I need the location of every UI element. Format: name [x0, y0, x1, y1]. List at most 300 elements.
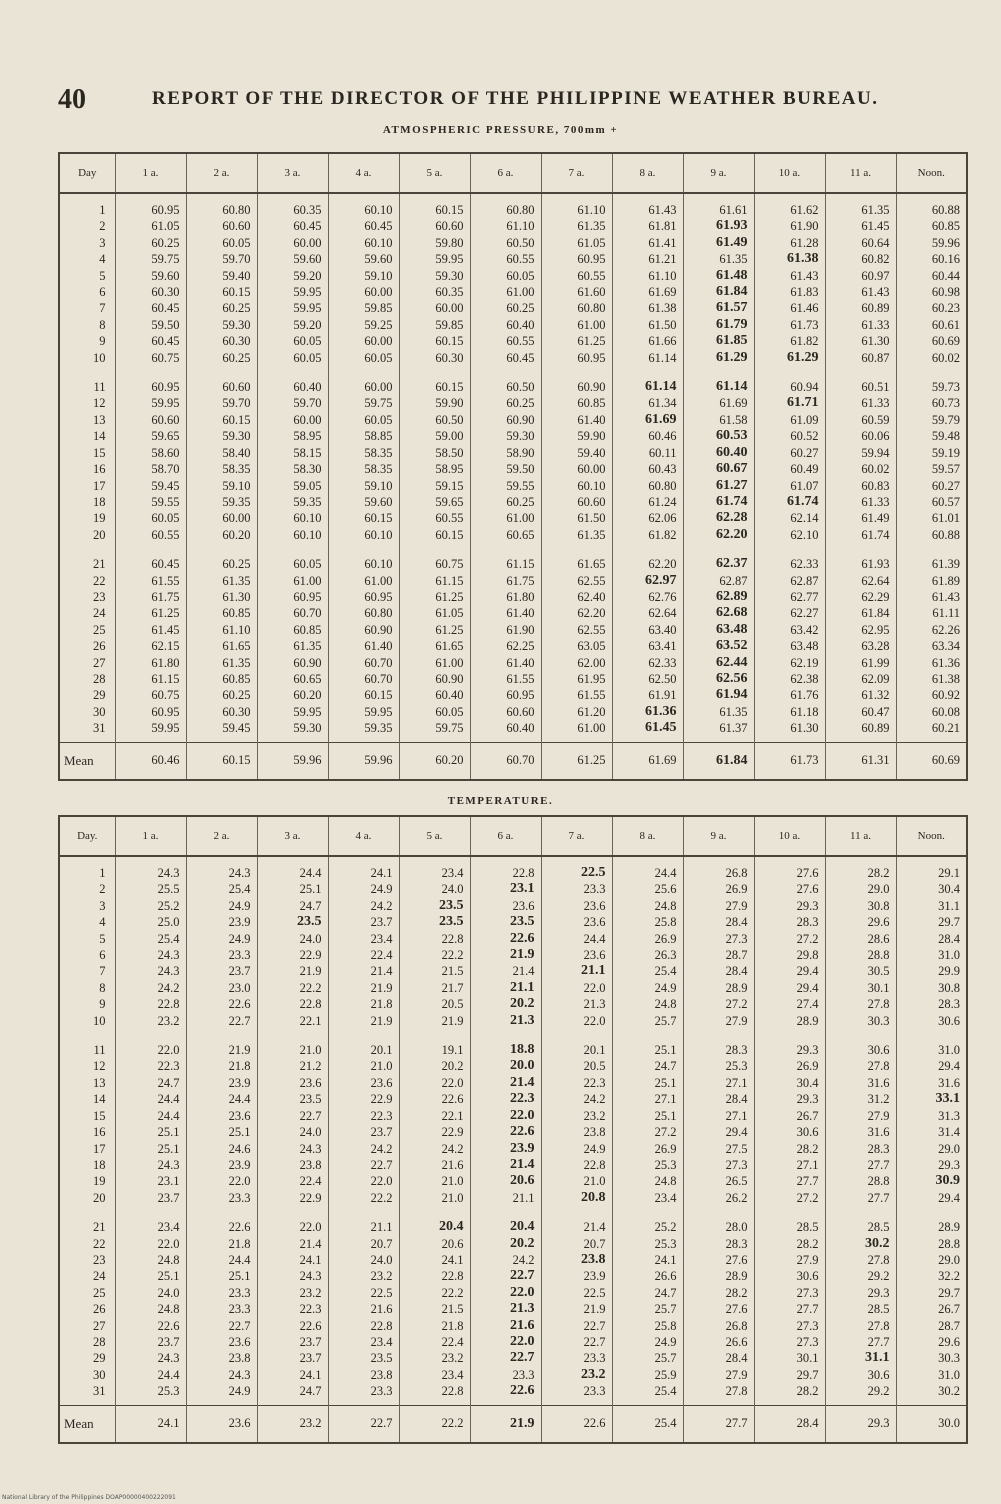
reading-value: 60.55 — [435, 511, 464, 526]
value-cell — [896, 856, 967, 1034]
reading-value: 22.0 — [157, 1043, 180, 1058]
reading-value: 60.60 — [222, 380, 251, 395]
reading-value: 26.8 — [725, 866, 748, 880]
reading-value: 60.60 — [435, 219, 464, 234]
reading-value: 59.75 — [435, 721, 464, 736]
reading-value: 60.30 — [151, 285, 180, 300]
reading-value: 21.8 — [228, 1236, 251, 1251]
value-cell — [186, 856, 257, 1034]
reading-value: 30.3 — [938, 1351, 960, 1366]
reading-value: 29.3 — [796, 1043, 819, 1058]
column-header: 4 a. — [328, 153, 399, 193]
reading-value: 26.8 — [725, 1318, 748, 1333]
value-cell — [115, 548, 186, 742]
reading-value: 29.2 — [867, 1384, 890, 1399]
reading-value: 25.2 — [654, 1220, 677, 1235]
reading-value: 59.80 — [435, 235, 464, 250]
day-number: 8 — [99, 980, 106, 995]
reading-value: 22.5 — [581, 865, 606, 880]
reading-value: 61.30 — [222, 589, 251, 604]
reading-value: 22.3 — [510, 1091, 535, 1107]
reading-value: 23.6 — [583, 898, 606, 913]
value-cell — [541, 1034, 612, 1211]
reading-value: 25.6 — [654, 882, 677, 897]
reading-value: 21.6 — [441, 1157, 464, 1172]
reading-value: 28.4 — [725, 1351, 748, 1366]
value-cell — [399, 1211, 470, 1405]
column-header: 2 a. — [186, 153, 257, 193]
reading-value: 22.8 — [157, 997, 180, 1012]
reading-value: 62.25 — [506, 639, 535, 654]
reading-value: 21.4 — [510, 1074, 535, 1090]
reading-value: 61.10 — [222, 622, 251, 637]
value-cell — [754, 856, 825, 1034]
reading-value: 60.52 — [790, 429, 819, 444]
reading-value: 63.52 — [716, 638, 748, 654]
value-cell — [257, 1211, 328, 1405]
reading-value: 27.3 — [725, 931, 748, 946]
reading-value: 21.8 — [370, 997, 393, 1012]
reading-value: 61.43 — [861, 285, 890, 300]
reading-value: 22.3 — [370, 1108, 393, 1123]
reading-value: 25.3 — [725, 1059, 748, 1074]
reading-value: 23.5 — [299, 1092, 322, 1107]
column-header: 10 a. — [754, 816, 825, 856]
reading-value: 60.75 — [151, 350, 180, 365]
reading-value: 25.1 — [654, 1075, 677, 1090]
reading-value: 25.7 — [654, 1302, 677, 1317]
reading-value: 58.35 — [364, 445, 393, 460]
reading-value: 61.66 — [648, 334, 677, 349]
reading-value: 60.82 — [861, 252, 890, 267]
reading-value: 22.2 — [441, 948, 464, 963]
reading-value: 60.80 — [506, 203, 535, 217]
reading-value: 61.71 — [787, 395, 819, 411]
reading-value: 22.2 — [299, 980, 322, 995]
reading-value: 22.6 — [299, 1318, 322, 1333]
reading-value: 61.43 — [931, 589, 960, 604]
reading-value: 60.50 — [435, 412, 464, 427]
value-cell — [186, 1034, 257, 1211]
reading-value: 25.3 — [654, 1157, 677, 1172]
reading-value: 23.7 — [370, 915, 393, 930]
reading-value: 60.80 — [648, 478, 677, 493]
reading-value: 22.1 — [299, 1013, 322, 1028]
reading-value: 60.75 — [435, 557, 464, 572]
value-cell — [683, 548, 754, 742]
reading-value: 29.4 — [938, 1059, 960, 1074]
reading-value: 20.6 — [441, 1236, 464, 1251]
value-cell — [612, 548, 683, 742]
reading-value: 22.0 — [370, 1174, 393, 1189]
mean-value-cell — [399, 742, 470, 780]
reading-value: 25.3 — [157, 1384, 180, 1399]
reading-value: 23.8 — [581, 1251, 606, 1267]
reading-value: 62.15 — [151, 639, 180, 654]
row-block — [59, 856, 967, 1034]
reading-value: 61.83 — [790, 285, 819, 300]
reading-value: 21.4 — [299, 1236, 322, 1251]
reading-value: 63.48 — [790, 639, 819, 654]
reading-value: 59.30 — [222, 317, 251, 332]
column-header: 8 a. — [612, 816, 683, 856]
column-header: 3 a. — [257, 816, 328, 856]
mean-value: 21.9 — [510, 1415, 535, 1431]
reading-value: 22.6 — [228, 997, 251, 1012]
reading-value: 28.2 — [796, 1141, 819, 1156]
reading-value: 63.48 — [716, 621, 748, 637]
mean-value-cell — [328, 1405, 399, 1443]
reading-value: 61.74 — [861, 527, 890, 542]
reading-value: 23.3 — [228, 1285, 251, 1300]
reading-value: 62.20 — [577, 606, 606, 621]
value-cell — [470, 1211, 541, 1405]
reading-value: 29.4 — [725, 1125, 748, 1140]
day-number: 8 — [99, 317, 106, 332]
reading-value: 20.4 — [510, 1219, 535, 1235]
reading-value: 61.40 — [577, 412, 606, 427]
reading-value: 60.23 — [931, 301, 960, 316]
reading-value: 62.33 — [790, 557, 819, 572]
reading-value: 23.8 — [228, 1351, 251, 1366]
reading-value: 29.6 — [867, 915, 890, 930]
reading-value: 24.9 — [583, 1141, 606, 1156]
reading-value: 61.15 — [151, 671, 180, 686]
mean-value-cell — [257, 1405, 328, 1443]
reading-value: 61.57 — [716, 300, 748, 316]
reading-value: 23.4 — [441, 866, 464, 880]
reading-value: 59.75 — [364, 396, 393, 411]
mean-value: 28.4 — [796, 1416, 819, 1431]
reading-value: 27.2 — [725, 997, 748, 1012]
reading-value: 61.58 — [719, 412, 748, 427]
reading-value: 31.1 — [865, 1350, 890, 1366]
reading-value: 61.45 — [645, 720, 677, 736]
value-cell — [186, 193, 257, 371]
reading-value: 59.60 — [364, 252, 393, 267]
reading-value: 22.7 — [583, 1318, 606, 1333]
value-cell — [541, 856, 612, 1034]
reading-value: 61.50 — [577, 511, 606, 526]
reading-value: 61.25 — [151, 606, 180, 621]
reading-value: 28.2 — [867, 866, 890, 880]
reading-value: 23.7 — [157, 1334, 180, 1349]
reading-value: 61.84 — [861, 606, 890, 621]
reading-value: 23.9 — [228, 1157, 251, 1172]
reading-value: 62.56 — [716, 670, 748, 686]
reading-value: 61.33 — [861, 396, 890, 411]
reading-value: 61.24 — [648, 494, 677, 509]
reading-value: 62.27 — [790, 606, 819, 621]
reading-value: 61.15 — [506, 557, 535, 572]
reading-value: 60.55 — [577, 268, 606, 283]
value-cell — [115, 856, 186, 1034]
reading-value: 60.10 — [577, 478, 606, 493]
reading-value: 60.30 — [222, 704, 251, 719]
day-number: 24 — [93, 606, 106, 621]
reading-value: 30.2 — [865, 1235, 890, 1251]
reading-value: 24.7 — [299, 898, 322, 913]
reading-value: 61.33 — [861, 317, 890, 332]
reading-value: 61.81 — [648, 219, 677, 234]
reading-value: 29.0 — [938, 1141, 960, 1156]
day-number: 24 — [93, 1269, 106, 1284]
reading-value: 23.3 — [583, 1384, 606, 1399]
reading-value: 61.25 — [577, 334, 606, 349]
reading-value: 62.76 — [648, 589, 677, 604]
reading-value: 24.3 — [157, 866, 180, 880]
reading-value: 61.10 — [577, 203, 606, 217]
reading-value: 24.2 — [583, 1092, 606, 1107]
reading-value: 24.7 — [654, 1285, 677, 1300]
reading-value: 27.3 — [796, 1334, 819, 1349]
column-header: 7 a. — [541, 816, 612, 856]
reading-value: 24.9 — [228, 898, 251, 913]
reading-value: 20.2 — [510, 1235, 535, 1251]
day-cell — [59, 371, 115, 548]
mean-value-cell — [896, 1405, 967, 1443]
reading-value: 59.20 — [293, 268, 322, 283]
reading-value: 20.2 — [510, 996, 535, 1012]
reading-value: 59.45 — [151, 478, 180, 493]
reading-value: 22.3 — [583, 1075, 606, 1090]
reading-value: 61.20 — [577, 704, 606, 719]
value-cell — [328, 1211, 399, 1405]
mean-label: Mean — [59, 742, 115, 780]
reading-value: 59.10 — [222, 478, 251, 493]
reading-value: 24.3 — [157, 1351, 180, 1366]
reading-value: 60.67 — [716, 461, 748, 477]
reading-value: 24.8 — [157, 1252, 180, 1267]
reading-value: 28.5 — [796, 1220, 819, 1235]
reading-value: 28.3 — [725, 1043, 748, 1058]
reading-value: 61.36 — [931, 655, 960, 670]
day-number: 29 — [93, 688, 106, 703]
row-block — [59, 193, 967, 371]
reading-value: 25.4 — [157, 931, 180, 946]
reading-value: 27.8 — [867, 997, 890, 1012]
header-row — [59, 816, 967, 856]
mean-value: 27.7 — [725, 1416, 748, 1431]
reading-value: 60.95 — [506, 688, 535, 703]
reading-value: 60.50 — [506, 380, 535, 395]
reading-value: 24.3 — [299, 1269, 322, 1284]
reading-value: 61.75 — [151, 589, 180, 604]
reading-value: 60.00 — [364, 285, 393, 300]
reading-value: 59.30 — [222, 429, 251, 444]
mean-value-cell — [541, 1405, 612, 1443]
reading-value: 60.85 — [577, 396, 606, 411]
reading-value: 61.15 — [435, 573, 464, 588]
reading-value: 60.80 — [577, 301, 606, 316]
reading-value: 24.0 — [299, 1125, 322, 1140]
reading-value: 61.95 — [577, 671, 606, 686]
reading-value: 60.15 — [364, 511, 393, 526]
reading-value: 27.2 — [796, 1190, 819, 1205]
reading-value: 61.69 — [648, 285, 677, 300]
day-number: 23 — [93, 1252, 106, 1267]
reading-value: 60.80 — [364, 606, 393, 621]
mean-value: 59.96 — [364, 753, 393, 768]
reading-value: 23.4 — [441, 1367, 464, 1382]
day-cell — [59, 856, 115, 1034]
reading-value: 63.40 — [648, 622, 677, 637]
reading-value: 23.4 — [157, 1220, 180, 1235]
reading-value: 24.2 — [370, 1141, 393, 1156]
reading-value: 20.4 — [439, 1219, 464, 1235]
reading-value: 29.2 — [867, 1269, 890, 1284]
reading-value: 21.6 — [370, 1302, 393, 1317]
day-number: 20 — [93, 1190, 106, 1205]
reading-value: 27.1 — [796, 1157, 819, 1172]
mean-value: 23.2 — [299, 1416, 322, 1431]
reading-value: 62.20 — [716, 526, 748, 542]
reading-value: 25.1 — [654, 1043, 677, 1058]
day-number: 22 — [93, 1236, 106, 1251]
reading-value: 60.15 — [435, 527, 464, 542]
day-number: 13 — [93, 412, 106, 427]
reading-value: 26.5 — [725, 1174, 748, 1189]
reading-value: 25.1 — [654, 1108, 677, 1123]
mean-row — [59, 1405, 967, 1443]
value-cell — [612, 1034, 683, 1211]
reading-value: 60.55 — [506, 252, 535, 267]
value-cell — [470, 193, 541, 371]
reading-value: 62.00 — [577, 655, 606, 670]
reading-value: 61.41 — [648, 235, 677, 250]
reading-value: 27.4 — [796, 997, 819, 1012]
day-number: 2 — [99, 882, 106, 897]
reading-value: 20.6 — [510, 1173, 535, 1189]
reading-value: 62.19 — [790, 655, 819, 670]
reading-value: 62.95 — [861, 622, 890, 637]
day-number: 15 — [93, 445, 106, 460]
column-header: Noon. — [896, 153, 967, 193]
reading-value: 61.05 — [151, 219, 180, 234]
reading-value: 22.7 — [228, 1013, 251, 1028]
value-cell — [683, 1034, 754, 1211]
reading-value: 25.7 — [654, 1351, 677, 1366]
reading-value: 60.05 — [151, 511, 180, 526]
reading-value: 61.35 — [719, 252, 748, 267]
row-block — [59, 371, 967, 548]
reading-value: 61.37 — [719, 721, 748, 736]
reading-value: 61.73 — [790, 317, 819, 332]
reading-value: 59.65 — [151, 429, 180, 444]
reading-value: 60.50 — [506, 235, 535, 250]
mean-value: 60.15 — [222, 753, 251, 768]
row-block — [59, 548, 967, 742]
day-number: 21 — [93, 557, 106, 572]
reading-value: 27.9 — [725, 898, 748, 913]
reading-value: 60.10 — [293, 511, 322, 526]
column-header: 1 a. — [115, 816, 186, 856]
reading-value: 60.00 — [364, 334, 393, 349]
reading-value: 61.75 — [506, 573, 535, 588]
reading-value: 61.80 — [151, 655, 180, 670]
reading-value: 60.95 — [577, 350, 606, 365]
reading-value: 30.6 — [867, 1043, 890, 1058]
reading-value: 23.6 — [583, 915, 606, 930]
reading-value: 28.4 — [725, 915, 748, 930]
reading-value: 62.64 — [861, 573, 890, 588]
day-number: 26 — [93, 1302, 106, 1317]
reading-value: 21.1 — [510, 979, 535, 995]
reading-value: 26.6 — [725, 1334, 748, 1349]
reading-value: 28.6 — [867, 931, 890, 946]
reading-value: 60.70 — [364, 655, 393, 670]
value-cell — [328, 193, 399, 371]
reading-value: 24.2 — [512, 1252, 535, 1267]
day-number: 17 — [93, 1141, 106, 1156]
value-cell — [257, 856, 328, 1034]
reading-value: 59.25 — [364, 317, 393, 332]
footer-library-stamp: National Library of the Philippines DOAP00000400222091 — [2, 1494, 176, 1501]
reading-value: 24.2 — [370, 898, 393, 913]
reading-value: 62.37 — [716, 556, 748, 572]
reading-value: 60.65 — [506, 527, 535, 542]
reading-value: 31.0 — [938, 1043, 960, 1058]
reading-value: 62.44 — [716, 654, 748, 670]
reading-value: 22.6 — [157, 1318, 180, 1333]
reading-value: 23.3 — [512, 1367, 535, 1382]
reading-value: 25.2 — [157, 898, 180, 913]
mean-value-cell — [541, 742, 612, 780]
reading-value: 23.7 — [228, 964, 251, 979]
reading-value: 59.10 — [364, 478, 393, 493]
reading-value: 61.00 — [577, 317, 606, 332]
value-cell — [612, 193, 683, 371]
reading-value: 26.3 — [654, 948, 677, 963]
reading-value: 28.2 — [796, 1236, 819, 1251]
mean-value-cell — [470, 1405, 541, 1443]
reading-value: 22.0 — [583, 1013, 606, 1028]
reading-value: 28.3 — [867, 1141, 890, 1156]
reading-value: 61.91 — [648, 688, 677, 703]
reading-value: 24.3 — [157, 1157, 180, 1172]
reading-value: 61.14 — [716, 379, 748, 395]
reading-value: 62.38 — [790, 671, 819, 686]
reading-value: 22.8 — [370, 1318, 393, 1333]
reading-value: 61.93 — [716, 218, 748, 234]
reading-value: 61.43 — [790, 268, 819, 283]
reading-value: 61.01 — [931, 511, 960, 526]
value-cell — [896, 371, 967, 548]
row-block — [59, 1211, 967, 1405]
reading-value: 61.35 — [577, 219, 606, 234]
reading-value: 24.1 — [370, 866, 393, 880]
day-number: 1 — [99, 203, 106, 217]
reading-value: 59.30 — [293, 721, 322, 736]
reading-value: 60.53 — [716, 428, 748, 444]
reading-value: 32.2 — [938, 1269, 960, 1284]
value-cell — [683, 371, 754, 548]
reading-value: 20.8 — [581, 1189, 606, 1205]
value-cell — [896, 1034, 967, 1211]
reading-value: 60.02 — [931, 350, 960, 365]
value-cell — [115, 371, 186, 548]
reading-value: 61.38 — [931, 671, 960, 686]
reading-value: 28.9 — [796, 1013, 819, 1028]
reading-value: 31.6 — [867, 1125, 890, 1140]
reading-value: 29.3 — [796, 1092, 819, 1107]
reading-value: 22.9 — [370, 1092, 393, 1107]
running-title: REPORT OF THE DIRECTOR OF THE PHILIPPINE WEATHER BUREAU. — [152, 88, 879, 109]
column-header: 1 a. — [115, 153, 186, 193]
reading-value: 60.55 — [151, 527, 180, 542]
reading-value: 59.30 — [435, 268, 464, 283]
reading-value: 60.89 — [861, 301, 890, 316]
